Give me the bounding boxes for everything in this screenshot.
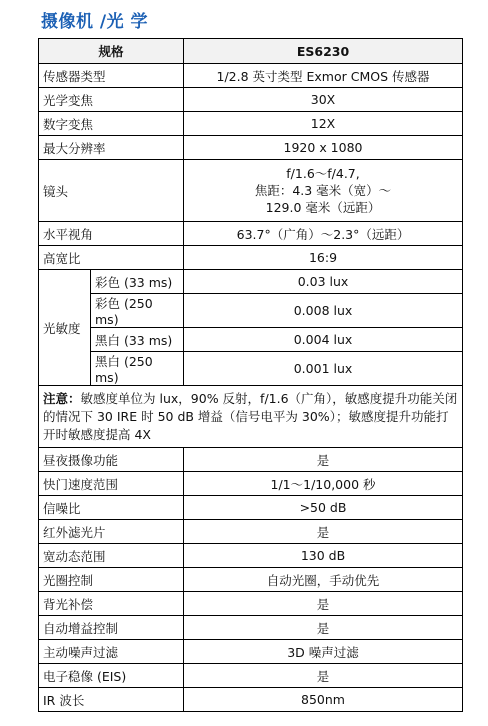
row-label: 水平视角	[39, 222, 184, 246]
spec-table	[38, 38, 463, 712]
row-value: 是	[184, 664, 463, 688]
lens-label: 镜头	[39, 160, 184, 222]
row-label: 光圈控制	[39, 568, 184, 592]
row-label: 传感器类型	[39, 64, 184, 88]
table-row	[39, 88, 463, 112]
table-row	[39, 592, 463, 616]
table-row	[39, 246, 463, 270]
row-label: 快门速度范围	[39, 472, 184, 496]
table-row	[39, 544, 463, 568]
table-row-sensitivity	[39, 294, 463, 328]
sensitivity-value: 0.03 lux	[184, 270, 463, 294]
table-row	[39, 136, 463, 160]
sensitivity-mode: 彩色 (33 ms)	[91, 270, 184, 294]
row-label: 背光补偿	[39, 592, 184, 616]
header-label: 规格	[39, 39, 184, 64]
lens-value	[184, 160, 463, 222]
row-value: 是	[184, 592, 463, 616]
header-model: ES6230	[184, 39, 463, 64]
table-row-lens	[39, 160, 463, 222]
row-label: 宽动态范围	[39, 544, 184, 568]
row-value: 130 dB	[184, 544, 463, 568]
row-label: 昼夜摄像功能	[39, 448, 184, 472]
lens-line: 129.0 毫米（远距）	[265, 200, 381, 215]
table-row-sensitivity	[39, 328, 463, 352]
sensitivity-label: 光敏度	[39, 270, 91, 386]
row-label: 光学变焦	[39, 88, 184, 112]
note-cell	[39, 386, 463, 448]
section-title: 摄像机 /光 学	[41, 12, 149, 32]
note-text: 敏感度单位为 lux，90% 反射，f/1.6（广角），敏感度提升功能关闭的情况下 30 IRE 时 50 dB 增益（信号电平为 30%）；敏感度提升功能打开时敏感度提高 4X	[43, 390, 458, 442]
table-row-sensitivity	[39, 352, 463, 386]
sensitivity-mode: 彩色 (250 ms)	[91, 294, 184, 328]
table-row	[39, 640, 463, 664]
row-value: 16:9	[184, 246, 463, 270]
row-label: 高宽比	[39, 246, 184, 270]
row-value: 850nm	[184, 688, 463, 712]
row-label: 自动增益控制	[39, 616, 184, 640]
table-row	[39, 222, 463, 246]
note-label: 注意：	[43, 390, 81, 406]
sensitivity-value: 0.008 lux	[184, 294, 463, 328]
row-label: 主动噪声过滤	[39, 640, 184, 664]
table-row	[39, 472, 463, 496]
row-value: 1/2.8 英寸类型 Exmor CMOS 传感器	[184, 64, 463, 88]
table-row	[39, 112, 463, 136]
row-label: 最大分辨率	[39, 136, 184, 160]
row-value: 63.7°（广角）～2.3°（远距）	[184, 222, 463, 246]
row-value: 自动光圈，手动优先	[184, 568, 463, 592]
table-row	[39, 688, 463, 712]
row-value: >50 dB	[184, 496, 463, 520]
lens-line: f/1.6～f/4.7,	[286, 166, 360, 181]
table-row	[39, 496, 463, 520]
row-label: 信噪比	[39, 496, 184, 520]
row-value: 1920 x 1080	[184, 136, 463, 160]
table-row	[39, 520, 463, 544]
row-label: 数字变焦	[39, 112, 184, 136]
row-value: 30X	[184, 88, 463, 112]
lens-line: 焦距：4.3 毫米（宽）～	[254, 183, 392, 198]
table-row	[39, 64, 463, 88]
table-header-row	[39, 39, 463, 64]
row-label: IR 波长	[39, 688, 184, 712]
row-value: 12X	[184, 112, 463, 136]
note-row	[39, 386, 463, 448]
row-label: 电子稳像 (EIS)	[39, 664, 184, 688]
row-label: 红外滤光片	[39, 520, 184, 544]
row-value: 是	[184, 520, 463, 544]
table-row	[39, 616, 463, 640]
row-value: 3D 噪声过滤	[184, 640, 463, 664]
row-value: 1/1～1/10,000 秒	[184, 472, 463, 496]
row-value: 是	[184, 448, 463, 472]
sensitivity-mode: 黑白 (250 ms)	[91, 352, 184, 386]
sensitivity-value: 0.001 lux	[184, 352, 463, 386]
row-value: 是	[184, 616, 463, 640]
table-row	[39, 568, 463, 592]
table-row	[39, 448, 463, 472]
sensitivity-mode: 黑白 (33 ms)	[91, 328, 184, 352]
table-row	[39, 664, 463, 688]
sensitivity-value: 0.004 lux	[184, 328, 463, 352]
table-row-sensitivity	[39, 270, 463, 294]
